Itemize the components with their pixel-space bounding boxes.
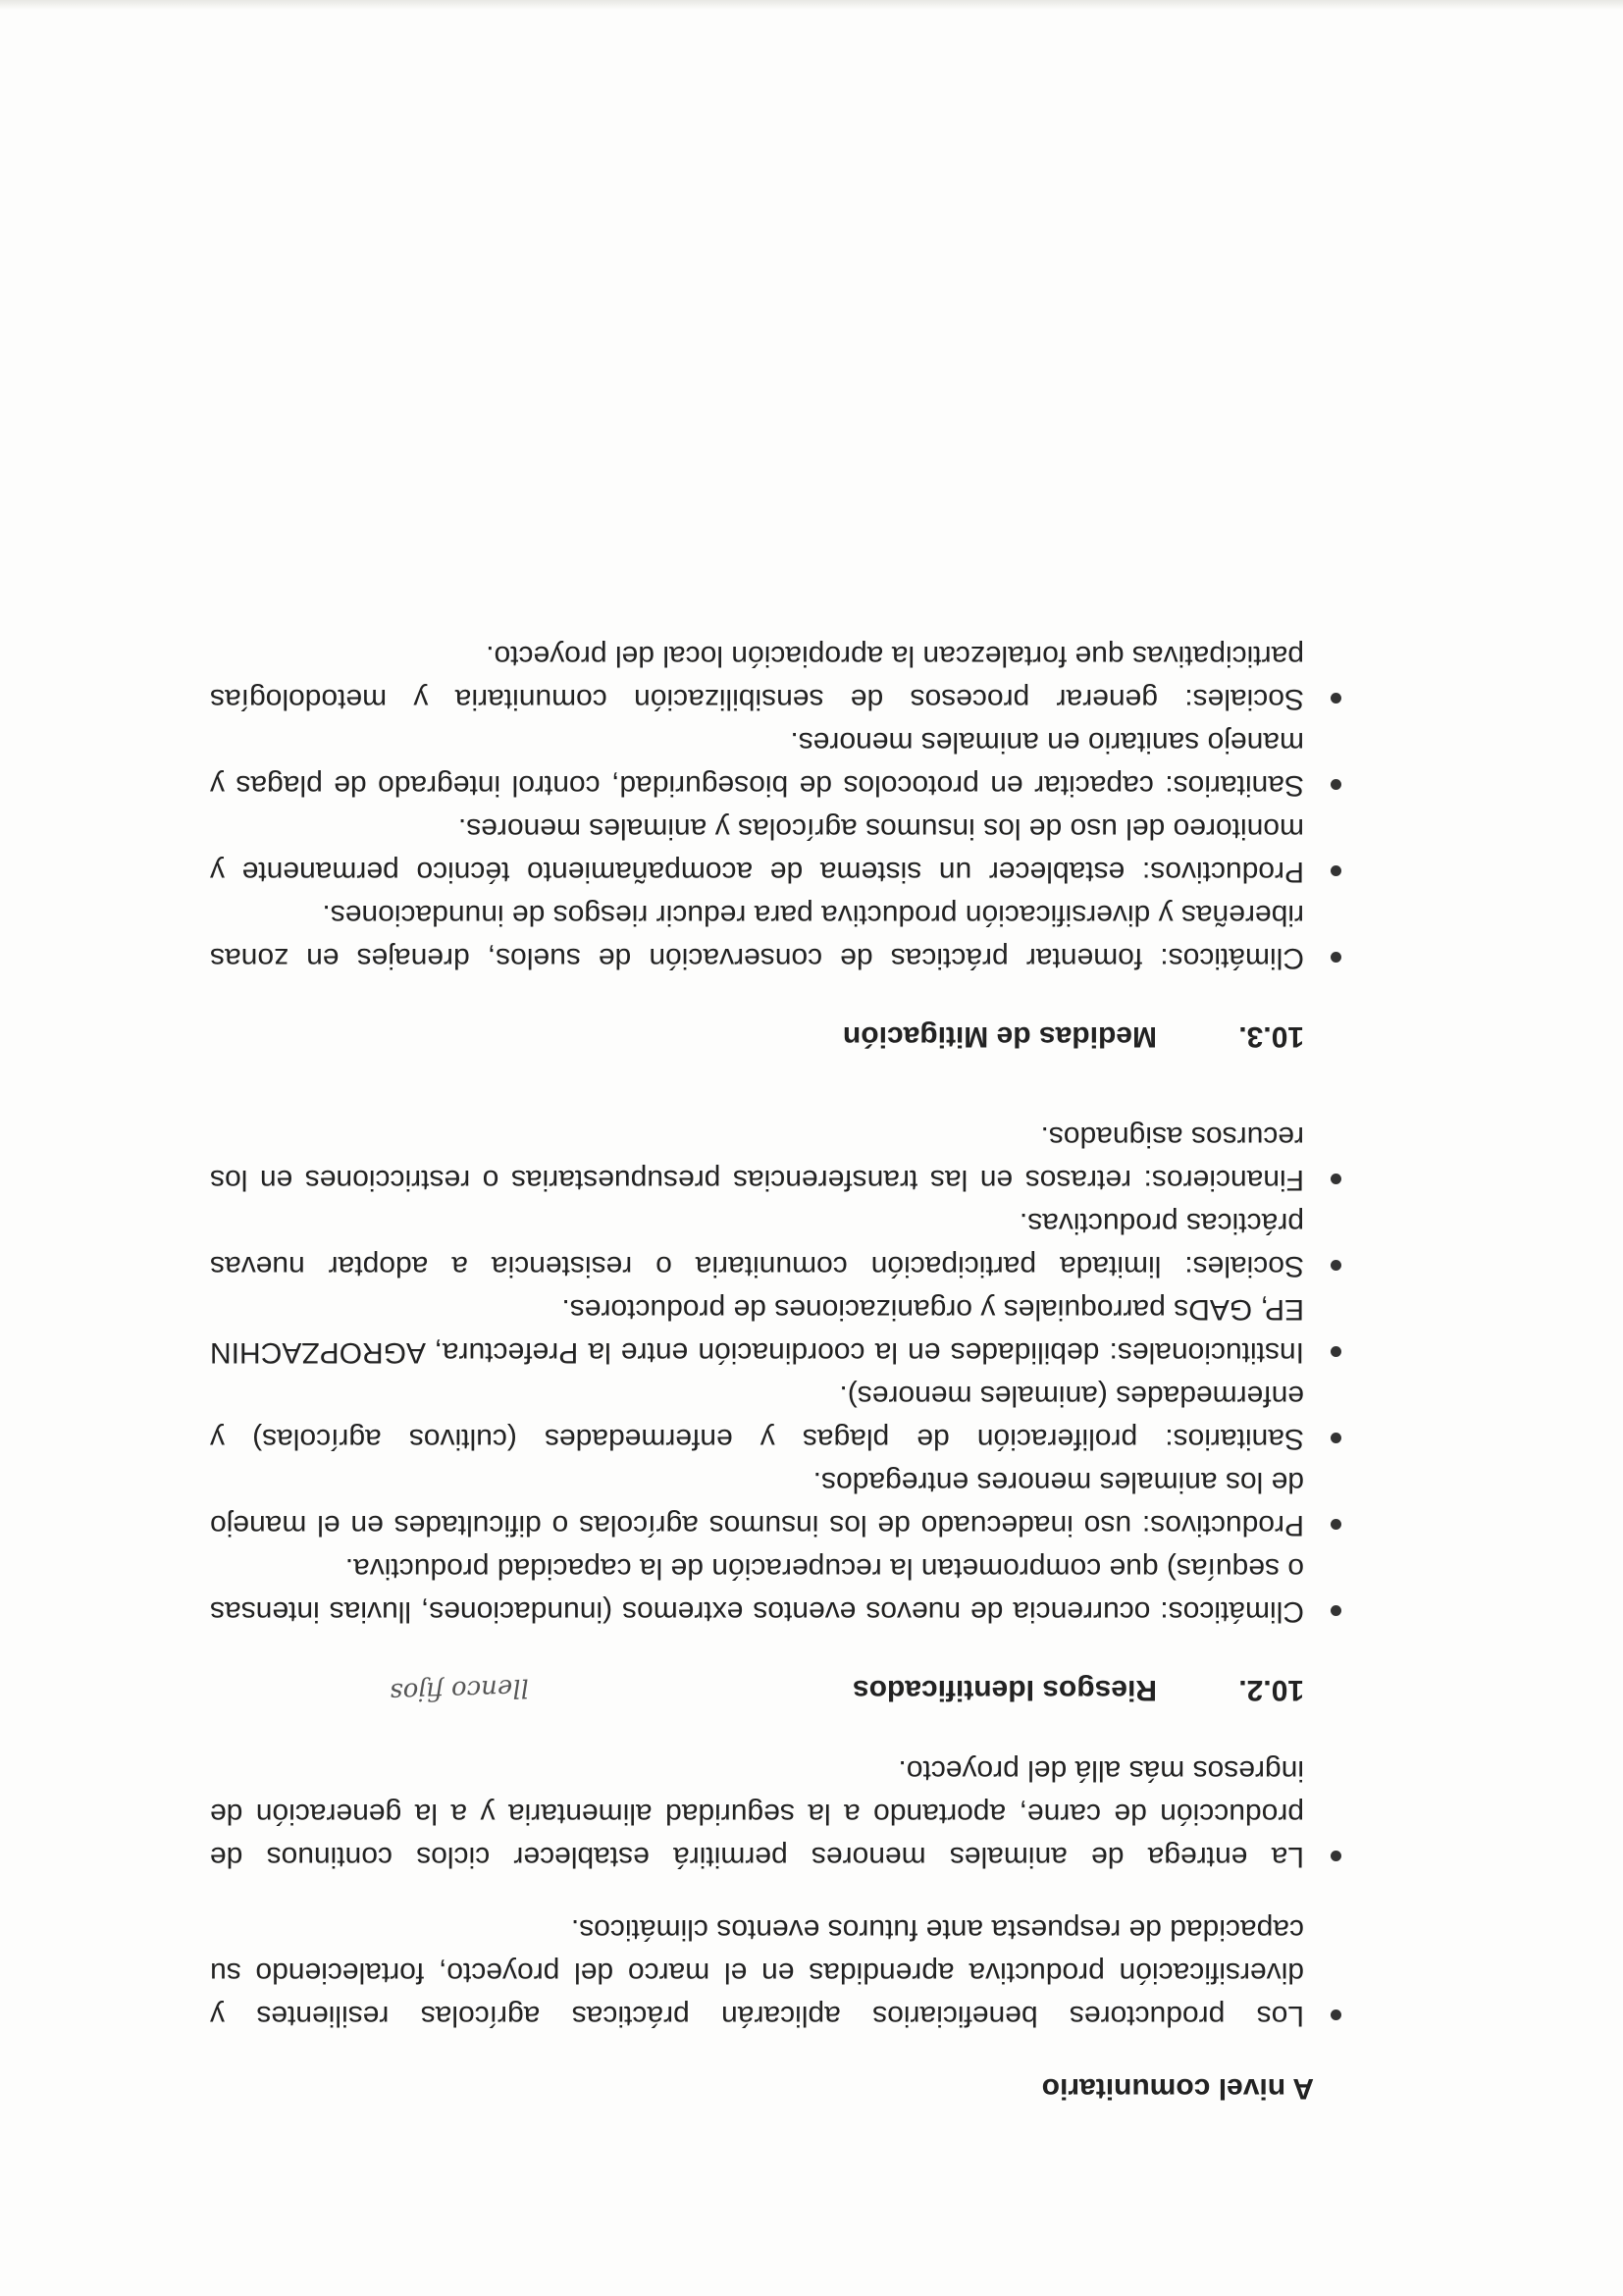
list-item: Climáticos: fomentar prácticas de conservación de suelos, drenajes en zonas ribereñas y diversificación productiva para reducir riesgos de inundaciones. [210,893,1343,979]
mitigation-list [210,634,1343,979]
list-item: Sanitarios: capacitar en protocolos de bioseguridad, control integrado de plagas y manejo sanitario en animales menores. [210,720,1343,807]
community-list [210,1748,1343,2037]
document-body [210,634,1343,2110]
community-heading: A nivel comunitario [1041,2072,1314,2105]
risks-list [210,1115,1343,1633]
list-item: Climáticos: ocurrencia de nuevos eventos extremos (inundaciones, lluvias intensas o sequías) que comprometan la recuperación de la capacidad productiva. [210,1546,1343,1633]
mitigation-title: Medidas de Mitigación [842,1020,1157,1053]
handwritten-note: llenco fijos [389,1672,530,1707]
risks-heading [210,1668,1304,1711]
list-item: Sociales: limitada participación comunitaria o resistencia a adoptar nuevas prácticas productivas. [210,1201,1343,1287]
risks-title: Riesgos Identificados [852,1674,1157,1706]
list-item: Los productores beneficiarios aplicarán prácticas agrícolas resilientes y diversificación productiva aprendidas en el marco del proyecto, fortaleciendo su capacidad de respuesta ante futuros eventos climáticos. [210,1907,1343,2037]
list-item: Productivos: establecer un sistema de acompañamiento técnico permanente y monitoreo del uso de los insumos agrícolas y animales menores. [210,807,1343,893]
list-item: Sanitarios: proliferación de plagas y enfermedades (cultivos agrícolas) y enfermedades (animales menores). [210,1374,1343,1460]
list-item: La entrega de animales menores permitirá establecer ciclos continuos de producción de carne, aportando a la seguridad alimentaria y a la generación de ingresos más allá del proyecto. [210,1748,1343,1878]
section-community [210,1748,1343,2110]
list-item: Productivos: uso inadecuado de los insumos agrícolas o dificultades en el manejo de los animales menores entregados. [210,1460,1343,1546]
mitigation-number: 10.3. [1238,1020,1304,1053]
section-risks [210,1115,1343,1711]
risks-number: 10.2. [1238,1674,1304,1706]
list-item: Financieros: retrasos en las transferencias presupuestarias o restricciones en los recursos asignados. [210,1115,1343,1201]
section-mitigation [210,634,1343,1058]
list-item: Sociales: generar procesos de sensibilización comunitaria y metodologías participativas que fortalezcan la apropiación local del proyecto. [210,634,1343,720]
mitigation-heading [210,1015,1304,1058]
list-item: Institucionales: debilidades en la coordinación entre la Prefectura, AGROPZACHIN EP, GADs parroquiales y organizaciones de productores. [210,1287,1343,1374]
